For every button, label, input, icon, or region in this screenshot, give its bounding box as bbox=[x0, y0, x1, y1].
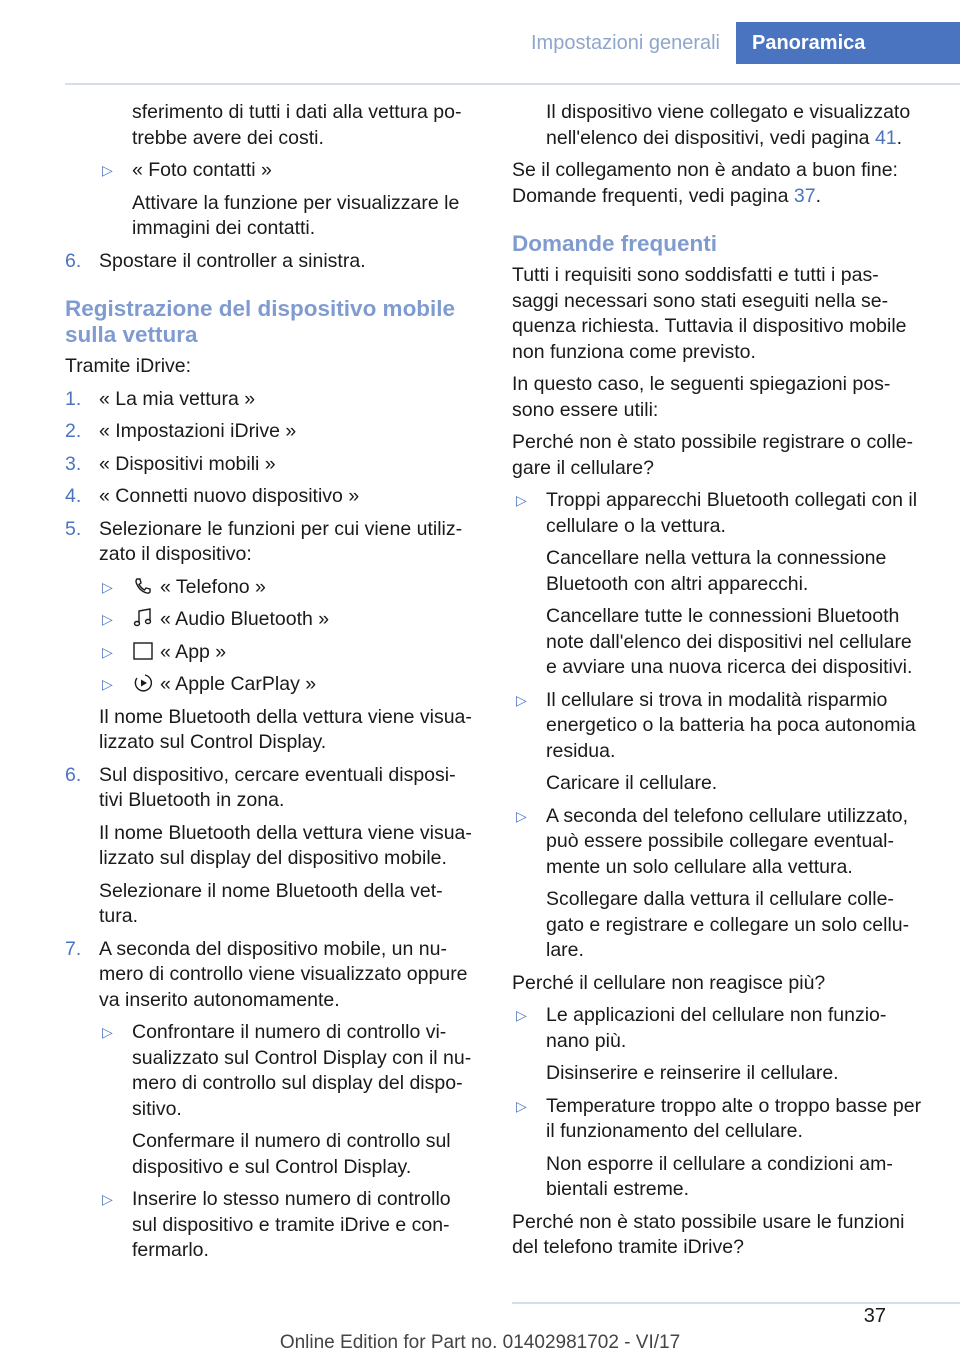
bullet-triangle-icon: ▷ bbox=[102, 1191, 113, 1207]
bullet-triangle-icon: ▷ bbox=[102, 643, 113, 660]
list-item: 7. A seconda del dispositivo mobile, un nu-mero di controllo viene visualizzato oppure va inserito autonomamente. bbox=[65, 937, 468, 1011]
list-item: 6. Sul dispositivo, cercare eventuali disposi-tivi Bluetooth in zona. bbox=[65, 763, 456, 811]
step-number: 6. bbox=[65, 249, 82, 272]
list-item: ▷ « App » bbox=[65, 640, 477, 666]
list-item: ▷ Confrontare il numero di controllo vi-sualizzato sul Control Display con il nu-mero di controllo sul display del dispo-sitivo. bbox=[102, 1021, 472, 1120]
left-column bbox=[65, 100, 477, 1271]
section-heading-faq: Domande frequenti bbox=[512, 231, 718, 256]
header-divider bbox=[65, 83, 960, 85]
paragraph: Il nome Bluetooth della vettura viene visua-lizzato sul Control Display. bbox=[99, 705, 472, 753]
list-item: ▷ « Audio Bluetooth » bbox=[65, 607, 477, 633]
footer-divider bbox=[512, 1302, 960, 1304]
paragraph: Se il collegamento non è andato a buon fine: Domande frequenti, vedi pagina 37. bbox=[512, 159, 898, 207]
list-item: 1. « La mia vettura » bbox=[65, 387, 477, 413]
list-item: ▷ Inserire lo stesso numero di controllo sul dispositivo e tramite iDrive e con-fermarlo. bbox=[102, 1188, 451, 1261]
app-square-icon bbox=[132, 641, 154, 661]
list-item: ▷ Le applicazioni del cellulare non funzio-nano più. bbox=[516, 1004, 887, 1052]
paragraph: Scollegare dalla vettura il cellulare colle-gato e registrare e collegare un solo cellu-lare. bbox=[546, 888, 910, 961]
bullet-triangle-icon: ▷ bbox=[102, 1024, 113, 1040]
bullet-triangle-icon: ▷ bbox=[516, 1097, 527, 1114]
paragraph: Non esporre il cellulare a condizioni am-bientali estreme. bbox=[546, 1152, 893, 1200]
step-number: 6. bbox=[65, 763, 82, 786]
page-header bbox=[0, 22, 960, 64]
bullet-triangle-icon: ▷ bbox=[516, 1007, 527, 1023]
page-number: 37 bbox=[863, 1305, 886, 1327]
step-number: 2. bbox=[65, 420, 82, 442]
bullet-triangle-icon: ▷ bbox=[102, 676, 113, 692]
list-item: ▷ Troppi apparecchi Bluetooth collegati con il cellulare o la vettura. bbox=[516, 489, 918, 537]
list-item: 4. « Connetti nuovo dispositivo » bbox=[65, 484, 477, 510]
question: Perché non è stato possibile usare le funzioni del telefono tramite iDrive? bbox=[512, 1210, 905, 1258]
bullet-triangle-icon: ▷ bbox=[516, 691, 527, 708]
paragraph: Caricare il cellulare. bbox=[546, 772, 718, 794]
paragraph: Cancellare tutte le connessioni Bluetooth note dall'elenco dei dispositivi nel cellulare e avviare una nuova ricerca dei dispositivi. bbox=[546, 605, 913, 678]
step-number: 3. bbox=[65, 452, 82, 475]
list-item: 3. « Dispositivi mobili » bbox=[65, 452, 477, 478]
header-tab-panoramica: Panoramica bbox=[736, 22, 960, 64]
paragraph: Tramite iDrive: bbox=[65, 355, 192, 377]
list-item: ▷ « Foto contatti » bbox=[65, 158, 477, 184]
step-number: 4. bbox=[65, 485, 82, 507]
header-section-title: Impostazioni generali bbox=[531, 32, 720, 54]
page-link-37[interactable]: 37 bbox=[793, 184, 816, 207]
list-item: ▷ « Telefono » bbox=[65, 575, 477, 601]
bullet-triangle-icon: ▷ bbox=[516, 807, 527, 824]
step-number: 5. bbox=[65, 517, 82, 540]
phone-icon bbox=[132, 576, 154, 596]
paragraph: Disinserire e reinserire il cellulare. bbox=[546, 1062, 839, 1084]
paragraph: In questo caso, le seguenti spiegazioni pos-sono essere utili: bbox=[512, 373, 891, 421]
list-item: ▷ « Apple CarPlay » bbox=[65, 672, 477, 698]
list-item: 5. Selezionare le funzioni per cui viene utiliz-zato il dispositivo: bbox=[65, 517, 463, 565]
list-item: ▷ Temperature troppo alte o troppo basse per il funzionamento del cellulare. bbox=[516, 1094, 922, 1142]
paragraph: Il nome Bluetooth della vettura viene visua-lizzato sul display del dispositivo mobile. bbox=[99, 821, 472, 869]
bullet-triangle-icon: ▷ bbox=[102, 162, 113, 178]
paragraph: Il dispositivo viene collegato e visualizzato nell'elenco dei dispositivi, vedi pagina 41. bbox=[546, 101, 911, 149]
section-heading-registration: Registrazione del dispositivo mobile sulla vettura bbox=[65, 296, 456, 347]
page-link-41[interactable]: 41 bbox=[874, 126, 897, 149]
right-column bbox=[512, 100, 924, 1268]
bullet-triangle-icon: ▷ bbox=[102, 578, 113, 595]
paragraph: Attivare la funzione per visualizzare le immagini dei contatti. bbox=[132, 191, 460, 239]
edition-note: Online Edition for Part no. 01402981702 - VI/17 bbox=[279, 1332, 681, 1353]
paragraph: Cancellare nella vettura la connessione Bluetooth con altri apparecchi. bbox=[546, 547, 887, 595]
bullet-triangle-icon: ▷ bbox=[102, 611, 113, 627]
paragraph: Confermare il numero di controllo sul dispositivo e sul Control Display. bbox=[132, 1130, 451, 1178]
list-item: ▷ A seconda del telefono cellulare utilizzato, può essere possibile collegare eventual-mente un solo cellulare alla vettura. bbox=[516, 804, 909, 878]
paragraph: sferimento di tutti i dati alla vettura po-trebbe avere dei costi. bbox=[132, 101, 462, 149]
question: Perché non è stato possibile registrare o colle-gare il cellulare? bbox=[512, 431, 914, 479]
paragraph: Selezionare il nome Bluetooth della vet-tura. bbox=[99, 879, 443, 927]
step-number: 7. bbox=[65, 937, 82, 960]
carplay-play-icon bbox=[132, 673, 154, 693]
paragraph: Tutti i requisiti sono soddisfatti e tutti i pas-saggi necessari sono stati eseguiti nella se-quenza richiesta. Tuttavia il dispositivo mobile non funziona come previsto. bbox=[512, 264, 907, 363]
list-item: ▷ Il cellulare si trova in modalità risparmio energetico o la batteria ha poca autonomia residua. bbox=[516, 688, 916, 762]
list-item: 2. « Impostazioni iDrive » bbox=[65, 419, 477, 445]
question: Perché il cellulare non reagisce più? bbox=[512, 971, 826, 994]
bullet-triangle-icon: ▷ bbox=[516, 492, 527, 508]
step-number: 1. bbox=[65, 387, 82, 410]
list-item: 6. Spostare il controller a sinistra. bbox=[65, 249, 477, 275]
music-note-icon bbox=[132, 608, 154, 628]
